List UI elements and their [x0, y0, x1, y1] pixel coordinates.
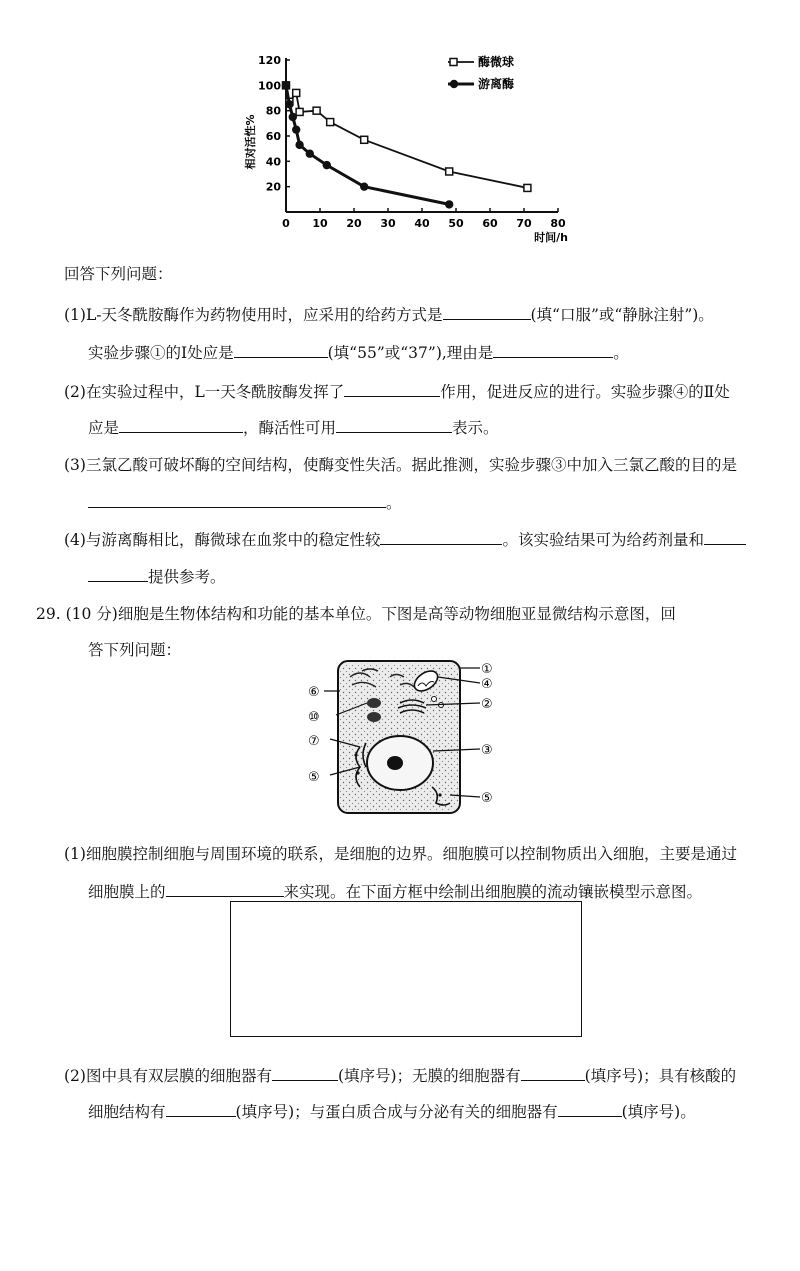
- data-point-circle: [295, 141, 303, 149]
- q4-line-1: [64, 528, 746, 550]
- data-point-square: [313, 107, 320, 114]
- q1-text-e: 。: [613, 344, 629, 362]
- data-point-circle: [323, 161, 331, 169]
- x-tick-label: 30: [380, 217, 396, 230]
- data-point-square: [293, 89, 300, 96]
- label-5-left: ⑤: [308, 770, 320, 785]
- answer-blank[interactable]: [380, 528, 502, 545]
- membrane-drawing-box[interactable]: [230, 901, 582, 1037]
- legend-label: 酶微球: [478, 55, 515, 69]
- c2-text-e: (填序号)；与蛋白质合成与分泌有关的细胞器有: [235, 1103, 558, 1121]
- answer-blank[interactable]: [166, 1100, 236, 1117]
- x-axis-label: 时间/h: [534, 231, 568, 244]
- y-axis-label: 相对活性%: [244, 114, 257, 170]
- answer-blank[interactable]: [88, 491, 386, 508]
- data-point-circle: [285, 100, 293, 108]
- answer-blank[interactable]: [336, 416, 452, 433]
- x-tick-label: 20: [346, 217, 362, 230]
- q2-text-a: (2)在实验过程中，L一天冬酰胺酶发挥了: [64, 383, 345, 401]
- q2-line-1: [64, 380, 730, 402]
- answer-blank[interactable]: [344, 380, 440, 397]
- answer-blank[interactable]: [166, 880, 284, 897]
- x-tick-label: 0: [282, 217, 290, 230]
- c2-line-2: [88, 1100, 696, 1122]
- c1-line-1: (1)细胞膜控制细胞与周围环境的联系，是细胞的边界。细胞膜可以控制物质出入细胞，主要是通过: [64, 845, 737, 863]
- legend-marker: [450, 59, 457, 66]
- x-tick-label: 80: [550, 217, 566, 230]
- q1-text-d: (填“55”或“37”),理由是: [327, 344, 494, 362]
- data-point-circle: [282, 81, 290, 89]
- q1-line-2: [88, 341, 629, 363]
- label-5-right: ⑤: [481, 791, 493, 806]
- y-tick-label: 120: [258, 54, 281, 67]
- centriole: [367, 698, 381, 708]
- q4-text-a: (4)与游离酶相比，酶微球在血浆中的稳定性较: [64, 531, 381, 549]
- label-7: ⑦: [308, 734, 320, 749]
- c2-text-a: (2)图中具有双层膜的细胞器有: [64, 1067, 272, 1085]
- q4-line-2: [88, 565, 226, 587]
- data-point-square: [327, 119, 334, 126]
- c1-text-b: 细胞膜上的: [88, 883, 166, 901]
- label-3: ③: [481, 743, 493, 758]
- q1-text-b: (填“口服”或“静脉注射”)。: [530, 306, 714, 324]
- legend-label: 游离酶: [478, 77, 515, 91]
- data-point-circle: [445, 200, 453, 208]
- answer-blank[interactable]: [558, 1100, 622, 1117]
- q1-text-c: 实验步骤①的Ⅰ处应是: [88, 344, 234, 362]
- answer-blank[interactable]: [119, 416, 243, 433]
- answer-blank[interactable]: [521, 1064, 585, 1081]
- c2-text-d: 细胞结构有: [88, 1103, 166, 1121]
- y-tick-label: 40: [265, 155, 281, 169]
- answer-blank[interactable]: [272, 1064, 338, 1081]
- x-tick-label: 40: [414, 217, 430, 230]
- label-10: ⑩: [308, 710, 320, 725]
- q2-text-d: ，酶活性可用: [243, 419, 337, 437]
- answer-blank[interactable]: [234, 341, 328, 358]
- c2-text-f: (填序号)。: [621, 1103, 696, 1121]
- animal-cell-diagram: [300, 655, 510, 820]
- c1-text-c: 来实现。在下面方框中绘制出细胞膜的流动镶嵌模型示意图。: [283, 883, 703, 901]
- c2-text-b: (填序号)；无膜的细胞器有: [337, 1067, 521, 1085]
- label-1: ①: [481, 662, 493, 677]
- data-point-circle: [306, 150, 314, 158]
- q2-text-c: 应是: [88, 419, 120, 437]
- x-tick-label: 60: [482, 217, 498, 230]
- data-point-square: [361, 136, 368, 143]
- p29-line-2: 答下列问题：: [88, 641, 182, 659]
- q1-text-a: (1)L-天冬酰胺酶作为药物使用时，应采用的给药方式是: [64, 306, 443, 324]
- x-tick-label: 70: [516, 217, 532, 230]
- label-6: ⑥: [308, 685, 320, 700]
- q2-text-e: 表示。: [452, 419, 499, 437]
- q3-text-b: 。: [386, 494, 402, 512]
- c2-line-1: [64, 1064, 736, 1086]
- answer-blank[interactable]: [704, 528, 746, 545]
- x-tick-label: 10: [312, 217, 328, 230]
- q2-line-2: [88, 416, 499, 438]
- q1-line-1: [64, 303, 714, 325]
- q3-line-1: (3)三氯乙酸可破坏酶的空间结构，使酶变性失活。据此推测，实验步骤③中加入三氯乙酸的目的是: [64, 456, 737, 474]
- q4-text-c: 提供参考。: [148, 568, 226, 586]
- chart-svg: [240, 42, 580, 252]
- data-point-square: [446, 168, 453, 175]
- answer-blank[interactable]: [88, 565, 148, 582]
- data-point-circle: [292, 125, 300, 133]
- y-tick-label: 80: [265, 104, 281, 118]
- q4-text-b: 。该实验结果可为给药剂量和: [502, 531, 704, 549]
- answer-intro: 回答下列问题：: [64, 265, 173, 283]
- c2-text-c: (填序号)；具有核酸的: [584, 1067, 737, 1085]
- data-point-square: [296, 108, 303, 115]
- answer-blank[interactable]: [443, 303, 531, 320]
- label-4: ④: [481, 677, 493, 692]
- label-2: ②: [481, 697, 493, 712]
- enzyme-activity-chart: [240, 42, 580, 252]
- data-point-circle: [289, 113, 297, 121]
- p29-line-1: 29. (10 分)细胞是生物体结构和功能的基本单位。下图是高等动物细胞亚显微结构示意图，回: [36, 605, 676, 623]
- cell-svg: [300, 655, 510, 820]
- y-tick-label: 60: [265, 130, 281, 143]
- legend-marker: [450, 80, 458, 88]
- series-line-0: [286, 85, 527, 188]
- x-tick-label: 50: [448, 217, 464, 230]
- data-point-square: [524, 184, 531, 191]
- centriole: [367, 712, 381, 722]
- y-tick-label: 100: [258, 79, 281, 93]
- nucleolus: [387, 756, 403, 770]
- data-point-circle: [360, 182, 368, 190]
- c1-line-2: [88, 880, 702, 902]
- q2-text-b: 作用，促进反应的进行。实验步骤④的Ⅱ处: [440, 383, 730, 401]
- answer-blank[interactable]: [493, 341, 613, 358]
- y-tick-label: 20: [265, 180, 281, 194]
- q3-line-2: [88, 491, 402, 513]
